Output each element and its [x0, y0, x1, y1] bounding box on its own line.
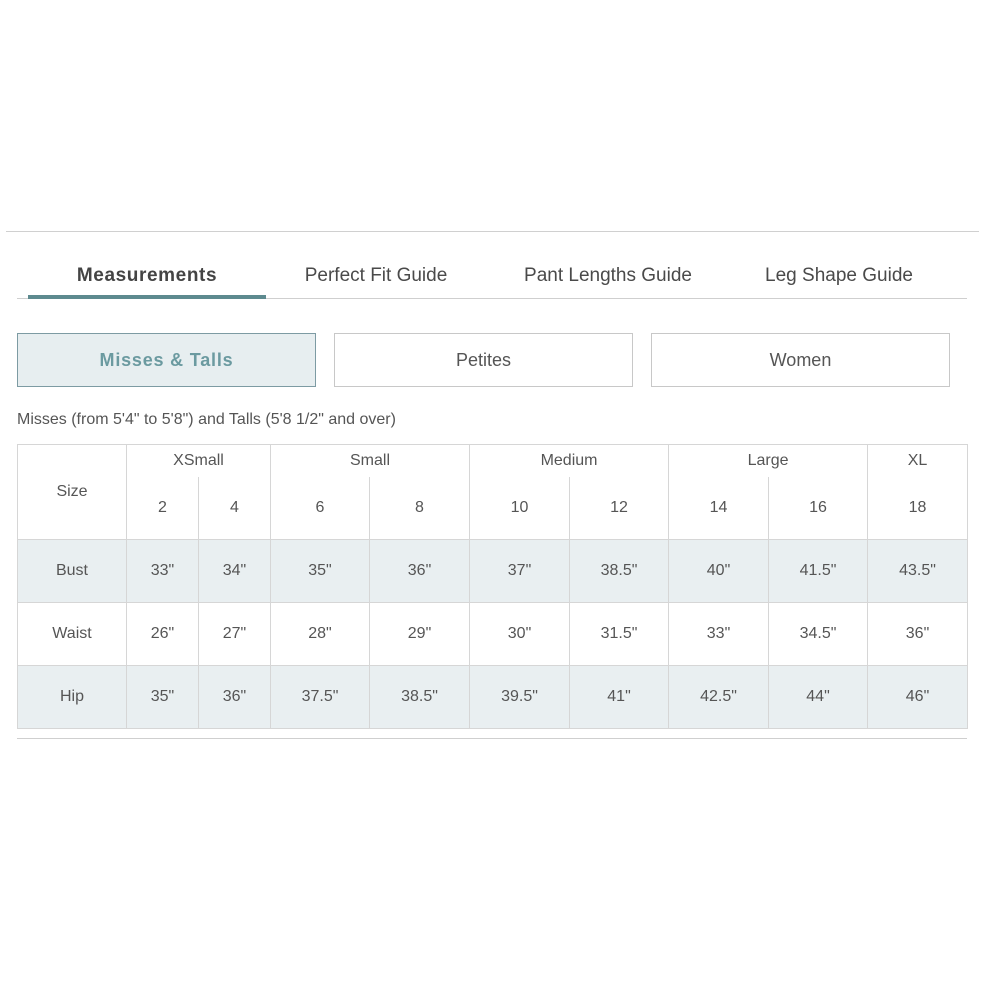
size-number-cell: 10	[470, 477, 570, 540]
measurement-cell: 28"	[271, 603, 370, 666]
measurement-cell: 41.5"	[769, 540, 868, 603]
size-number-cell: 4	[199, 477, 271, 540]
measurement-cell: 34"	[199, 540, 271, 603]
measurement-cell: 39.5"	[470, 666, 570, 729]
segment-women-button[interactable]: Women	[651, 333, 950, 387]
measurement-cell: 35"	[271, 540, 370, 603]
size-group-row	[18, 445, 968, 478]
size-group-header: Large	[669, 445, 868, 478]
measurement-cell: 36"	[868, 603, 968, 666]
segment-misses-talls-button[interactable]: Misses & Talls	[17, 333, 316, 387]
measurement-cell: 29"	[370, 603, 470, 666]
measurement-cell: 43.5"	[868, 540, 968, 603]
size-number-cell: 8	[370, 477, 470, 540]
measurement-cell: 42.5"	[669, 666, 769, 729]
size-group-header: XSmall	[127, 445, 271, 478]
size-number-row	[18, 477, 968, 540]
size-chart-caption: Misses (from 5'4" to 5'8") and Talls (5'8 1/2" and over)	[17, 411, 396, 428]
measurement-cell: 38.5"	[370, 666, 470, 729]
size-group-header: Small	[271, 445, 470, 478]
size-chart-table	[17, 444, 968, 729]
tab-perfect-fit-guide[interactable]: Perfect Fit Guide	[304, 265, 448, 286]
measurement-cell: 37.5"	[271, 666, 370, 729]
measurement-cell: 41"	[570, 666, 669, 729]
measurement-cell: 38.5"	[570, 540, 669, 603]
tab-leg-shape-guide[interactable]: Leg Shape Guide	[765, 265, 913, 286]
active-tab-indicator	[28, 295, 266, 299]
size-number-cell: 2	[127, 477, 199, 540]
top-divider	[6, 231, 979, 232]
size-number-cell: 16	[769, 477, 868, 540]
measurement-cell: 46"	[868, 666, 968, 729]
measurement-cell: 40"	[669, 540, 769, 603]
bottom-divider	[17, 738, 967, 739]
guide-tabs	[17, 250, 967, 299]
measurement-cell: 37"	[470, 540, 570, 603]
measurement-cell: 36"	[370, 540, 470, 603]
measurement-cell: 26"	[127, 603, 199, 666]
measurement-cell: 27"	[199, 603, 271, 666]
size-header-label: Size	[18, 445, 127, 540]
table-row-bust	[18, 540, 968, 603]
measurement-cell: 35"	[127, 666, 199, 729]
size-number-cell: 14	[669, 477, 769, 540]
table-row-waist	[18, 603, 968, 666]
row-label: Bust	[18, 540, 127, 603]
measurement-cell: 36"	[199, 666, 271, 729]
tab-pant-lengths-guide[interactable]: Pant Lengths Guide	[524, 265, 692, 286]
measurement-cell: 33"	[127, 540, 199, 603]
measurement-cell: 31.5"	[570, 603, 669, 666]
tab-measurements[interactable]: Measurements	[76, 265, 218, 286]
row-label: Waist	[18, 603, 127, 666]
size-number-cell: 12	[570, 477, 669, 540]
measurement-cell: 33"	[669, 603, 769, 666]
size-group-header: XL	[868, 445, 968, 478]
table-row-hip	[18, 666, 968, 729]
size-number-cell: 18	[868, 477, 968, 540]
measurement-cell: 30"	[470, 603, 570, 666]
size-group-header: Medium	[470, 445, 669, 478]
measurement-cell: 34.5"	[769, 603, 868, 666]
measurement-cell: 44"	[769, 666, 868, 729]
size-number-cell: 6	[271, 477, 370, 540]
segment-petites-button[interactable]: Petites	[334, 333, 633, 387]
row-label: Hip	[18, 666, 127, 729]
